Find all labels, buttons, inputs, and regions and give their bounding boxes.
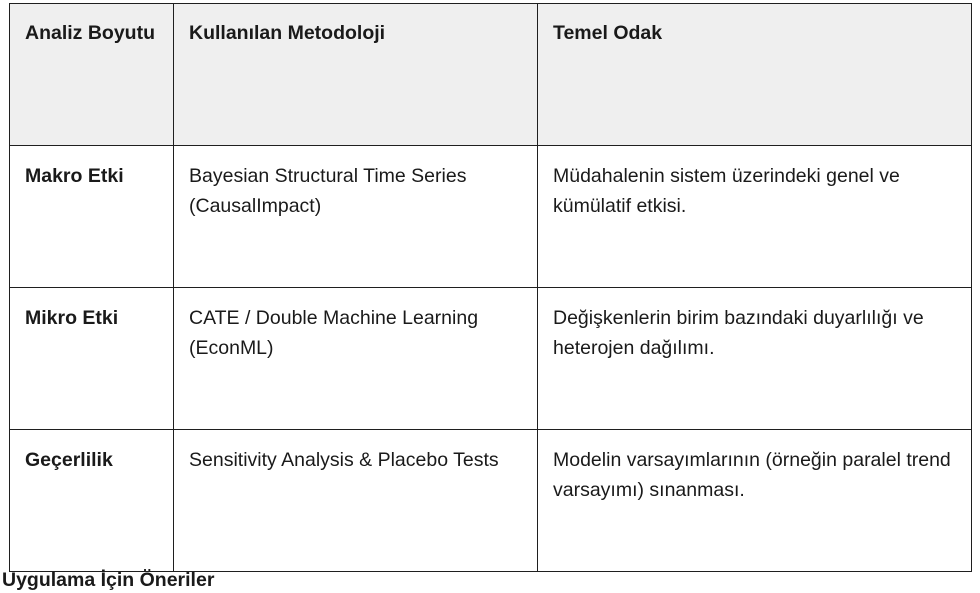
analysis-table [9, 3, 972, 572]
table-row [10, 288, 972, 430]
row-dimension-cell: Mikro Etki [10, 288, 174, 430]
row-focus-cell: Modelin varsayımlarının (örneğin paralel trend varsayımı) sınanması. [538, 430, 972, 572]
row-focus-cell: Değişkenlerin birim bazındaki duyarlılığı ve heterojen dağılımı. [538, 288, 972, 430]
table-row [10, 146, 972, 288]
next-section-heading: Uygulama İçin Öneriler [2, 569, 215, 591]
row-methodology-cell: Sensitivity Analysis & Placebo Tests [174, 430, 538, 572]
row-dimension-cell: Geçerlilik [10, 430, 174, 572]
table-row [10, 430, 972, 572]
header-core-focus: Temel Odak [538, 4, 972, 146]
row-focus-cell: Müdahalenin sistem üzerindeki genel ve kümülatif etkisi. [538, 146, 972, 288]
row-methodology-cell: CATE / Double Machine Learning (EconML) [174, 288, 538, 430]
header-analysis-dimension: Analiz Boyutu [10, 4, 174, 146]
row-methodology-cell: Bayesian Structural Time Series (CausalImpact) [174, 146, 538, 288]
table-header-row [10, 4, 972, 146]
row-dimension-cell: Makro Etki [10, 146, 174, 288]
header-methodology: Kullanılan Metodoloji [174, 4, 538, 146]
